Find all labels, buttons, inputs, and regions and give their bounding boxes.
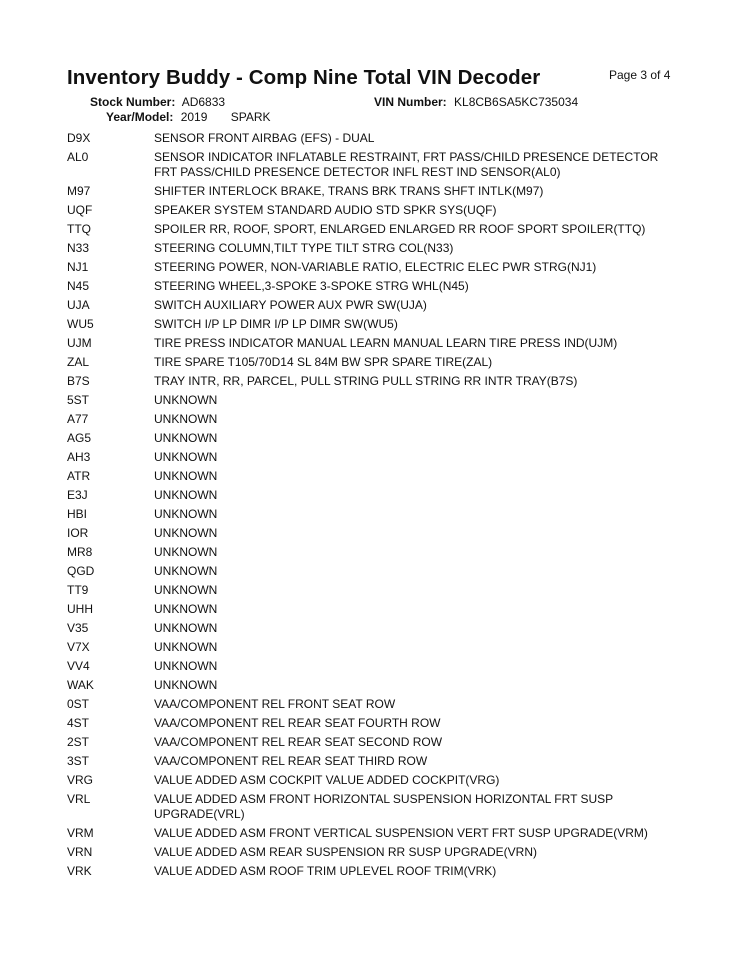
option-description: STEERING POWER, NON-VARIABLE RATIO, ELECTRIC ELEC PWR STRG(NJ1) <box>154 260 597 274</box>
option-description: UNKNOWN <box>154 678 218 692</box>
option-row <box>0 317 742 336</box>
option-description: TIRE PRESS INDICATOR MANUAL LEARN MANUAL LEARN TIRE PRESS IND(UJM) <box>154 336 618 350</box>
option-code: UJM <box>67 336 92 350</box>
option-code: 2ST <box>67 735 90 749</box>
option-row <box>0 298 742 317</box>
option-code: D9X <box>67 131 91 145</box>
option-code: AL0 <box>67 150 89 164</box>
option-row <box>0 488 742 507</box>
option-row <box>0 150 742 184</box>
option-row <box>0 621 742 640</box>
option-code: ZAL <box>67 355 90 369</box>
option-row <box>0 260 742 279</box>
option-description: UNKNOWN <box>154 564 218 578</box>
option-description: VALUE ADDED ASM COCKPIT VALUE ADDED COCKPIT(VRG) <box>154 773 500 787</box>
option-code: IOR <box>67 526 89 540</box>
option-row <box>0 131 742 150</box>
option-row <box>0 826 742 845</box>
option-code: AH3 <box>67 450 91 464</box>
option-description: UNKNOWN <box>154 545 218 559</box>
option-description: SWITCH I/P LP DIMR I/P LP DIMR SW(WU5) <box>154 317 398 331</box>
option-row <box>0 279 742 298</box>
option-code: 5ST <box>67 393 90 407</box>
option-description: SENSOR INDICATOR INFLATABLE RESTRAINT, FRT PASS/CHILD PRESENCE DETECTOR FRT PASS/CHILD PRESENCE DETECTOR INFL REST IND SENSOR(AL0) <box>154 150 659 179</box>
option-row <box>0 583 742 602</box>
option-row <box>0 355 742 374</box>
option-row <box>0 393 742 412</box>
option-description: UNKNOWN <box>154 621 218 635</box>
option-row <box>0 678 742 697</box>
option-code: VRL <box>67 792 91 806</box>
option-description: TRAY INTR, RR, PARCEL, PULL STRING PULL STRING RR INTR TRAY(B7S) <box>154 374 578 388</box>
option-description: SWITCH AUXILIARY POWER AUX PWR SW(UJA) <box>154 298 427 312</box>
option-row <box>0 864 742 883</box>
option-code: MR8 <box>67 545 93 559</box>
option-description: SENSOR FRONT AIRBAG (EFS) - DUAL <box>154 131 375 145</box>
option-description: UNKNOWN <box>154 583 218 597</box>
option-row <box>0 412 742 431</box>
option-code: 4ST <box>67 716 90 730</box>
option-code: V35 <box>67 621 89 635</box>
option-code: UQF <box>67 203 93 217</box>
option-row <box>0 545 742 564</box>
vin-number-label: VIN Number: <box>374 95 447 109</box>
option-row <box>0 374 742 393</box>
option-code: NJ1 <box>67 260 89 274</box>
page-number: Page 3 of 4 <box>609 68 671 82</box>
option-code: QGD <box>67 564 95 578</box>
option-row <box>0 773 742 792</box>
vin-number-field <box>374 95 578 109</box>
stock-number-value: AD6833 <box>181 95 226 109</box>
option-description: TIRE SPARE T105/70D14 SL 84M BW SPR SPARE TIRE(ZAL) <box>154 355 493 369</box>
option-row <box>0 564 742 583</box>
option-row <box>0 336 742 355</box>
option-row <box>0 507 742 526</box>
model-value: SPARK <box>230 110 271 124</box>
option-code: N45 <box>67 279 90 293</box>
option-description: VAA/COMPONENT REL FRONT SEAT ROW <box>154 697 396 711</box>
option-row <box>0 450 742 469</box>
option-code: HBI <box>67 507 88 521</box>
year-value: 2019 <box>180 110 208 124</box>
option-code: UHH <box>67 602 93 616</box>
option-code: E3J <box>67 488 88 502</box>
option-code: 0ST <box>67 697 90 711</box>
option-description: UNKNOWN <box>154 393 218 407</box>
option-description: SPOILER RR, ROOF, SPORT, ENLARGED ENLARGED RR ROOF SPORT SPOILER(TTQ) <box>154 222 646 236</box>
option-row <box>0 735 742 754</box>
option-row <box>0 184 742 203</box>
option-description: VAA/COMPONENT REL REAR SEAT FOURTH ROW <box>154 716 441 730</box>
option-code: N33 <box>67 241 90 255</box>
option-description: UNKNOWN <box>154 431 218 445</box>
option-description: VAA/COMPONENT REL REAR SEAT THIRD ROW <box>154 754 428 768</box>
option-row <box>0 203 742 222</box>
option-code: VRG <box>67 773 94 787</box>
option-description: STEERING WHEEL,3-SPOKE 3-SPOKE STRG WHL(N45) <box>154 279 469 293</box>
option-row <box>0 602 742 621</box>
option-code: WAK <box>67 678 94 692</box>
option-description: UNKNOWN <box>154 526 218 540</box>
option-description: UNKNOWN <box>154 507 218 521</box>
option-description: UNKNOWN <box>154 450 218 464</box>
option-row <box>0 241 742 260</box>
option-row <box>0 659 742 678</box>
option-row <box>0 697 742 716</box>
option-code: VRN <box>67 845 93 859</box>
option-code: ATR <box>67 469 91 483</box>
option-description: UNKNOWN <box>154 412 218 426</box>
option-description: VALUE ADDED ASM FRONT VERTICAL SUSPENSION VERT FRT SUSP UPGRADE(VRM) <box>154 826 648 840</box>
stock-number-field <box>90 95 225 109</box>
option-row <box>0 469 742 488</box>
option-code: M97 <box>67 184 91 198</box>
option-row <box>0 640 742 659</box>
option-code: TT9 <box>67 583 89 597</box>
option-description: VALUE ADDED ASM FRONT HORIZONTAL SUSPENSION HORIZONTAL FRT SUSP UPGRADE(VRL) <box>154 792 614 821</box>
option-row <box>0 754 742 773</box>
option-row <box>0 526 742 545</box>
year-model-field <box>106 110 271 124</box>
option-code: WU5 <box>67 317 94 331</box>
option-code: V7X <box>67 640 90 654</box>
vin-number-value: KL8CB6SA5KC735034 <box>454 95 579 109</box>
document-title: Inventory Buddy - Comp Nine Total VIN Decoder <box>67 66 541 89</box>
option-code: B7S <box>67 374 90 388</box>
option-description: UNKNOWN <box>154 602 218 616</box>
option-code: A77 <box>67 412 89 426</box>
option-description: UNKNOWN <box>154 488 218 502</box>
option-row <box>0 792 742 826</box>
option-row <box>0 222 742 241</box>
stock-number-label: Stock Number: <box>90 95 176 109</box>
option-code: AG5 <box>67 431 92 445</box>
option-description: VALUE ADDED ASM ROOF TRIM UPLEVEL ROOF TRIM(VRK) <box>154 864 497 878</box>
option-description: SPEAKER SYSTEM STANDARD AUDIO STD SPKR SYS(UQF) <box>154 203 497 217</box>
option-row <box>0 845 742 864</box>
option-code: TTQ <box>67 222 91 236</box>
option-description: VALUE ADDED ASM REAR SUSPENSION RR SUSP UPGRADE(VRN) <box>154 845 537 859</box>
option-description: UNKNOWN <box>154 640 218 654</box>
option-description: UNKNOWN <box>154 469 218 483</box>
option-description: STEERING COLUMN,TILT TYPE TILT STRG COL(N33) <box>154 241 454 255</box>
option-code-list <box>0 131 742 883</box>
option-description: UNKNOWN <box>154 659 218 673</box>
option-code: UJA <box>67 298 90 312</box>
option-row <box>0 716 742 735</box>
option-code: VRK <box>67 864 92 878</box>
option-code: 3ST <box>67 754 90 768</box>
option-row <box>0 431 742 450</box>
year-model-label: Year/Model: <box>106 110 174 124</box>
option-description: VAA/COMPONENT REL REAR SEAT SECOND ROW <box>154 735 443 749</box>
option-code: VRM <box>67 826 94 840</box>
option-code: VV4 <box>67 659 90 673</box>
option-description: SHIFTER INTERLOCK BRAKE, TRANS BRK TRANS SHFT INTLK(M97) <box>154 184 544 198</box>
